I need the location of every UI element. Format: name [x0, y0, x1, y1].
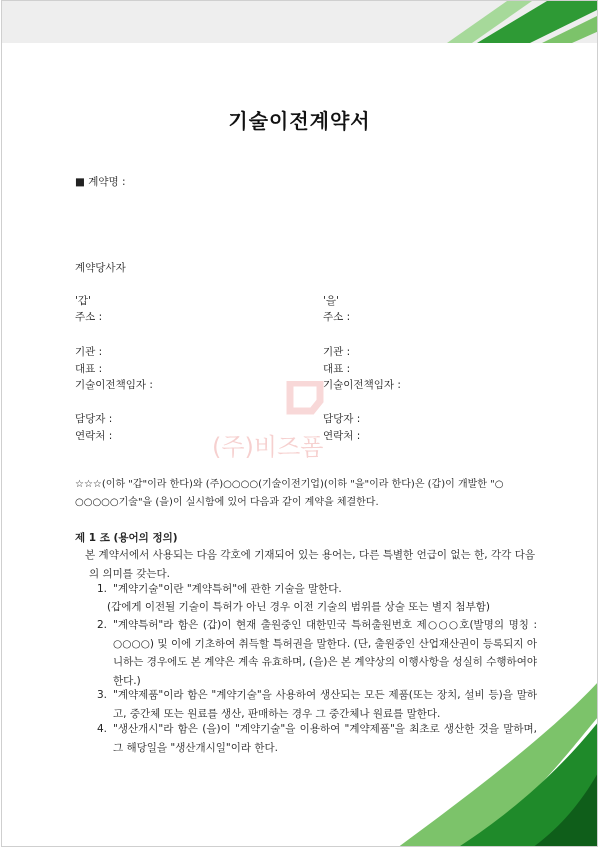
party-b-org: 기관 : — [323, 346, 351, 358]
article-1-intro: 본 계약서에서 사용되는 다음 각호에 기재되어 있는 용어는, 다른 특별한 언급이 없는 한, 각각 다음의 의미를 갖는다. — [85, 549, 535, 580]
item-1-text: "계약기술"이란 "계약특허"에 관한 기술을 말한다. — [113, 583, 342, 595]
intro-line-2: ○○○○○기술"을 (을)이 실시함에 있어 다음과 같이 계약을 체결한다. — [75, 497, 379, 508]
item-4-text: "생산개시"라 함은 (을)이 "계약기술"을 이용하여 "계약제품"을 최초로 생산한 것을 말하며, 그 해당일을 "생산개시일"이라 한다. — [113, 723, 537, 754]
party-b-label: '을' — [323, 295, 339, 307]
item-3-text: "계약제품"이라 함은 "계약기술"을 사용하여 생산되는 모든 제품(또는 장치, 설비 등)을 말하고, 중간체 또는 원료를 생산, 판매하는 경우 그 중간체나 원료를 말한다. — [113, 689, 537, 720]
intro-line-1: ☆☆☆(이하 "갑"이라 한다)와 (주)○○○○(기술이전기업)(이하 "을"이라 한다)은 (갑)이 개발한 "○ — [75, 479, 504, 490]
party-a-manager: 기술이전책임자 : — [75, 379, 153, 391]
document-page — [1, 0, 598, 847]
article-1-title: 제 1 조 (용어의 정의) — [75, 532, 178, 544]
document-title: 기술이전계약서 — [228, 109, 371, 133]
item-1-note: (갑에게 이전될 기술이 특허가 아닌 경우 이전 기술의 범위를 상술 또는 별지 첨부함) — [107, 601, 490, 613]
party-a-contact: 연락처 : — [75, 430, 113, 442]
party-b-rep: 대표 : — [323, 363, 351, 375]
party-a-contact-person: 담당자 : — [75, 413, 113, 425]
party-b-manager: 기술이전책임자 : — [323, 379, 401, 391]
item-1-number: 1. — [97, 583, 108, 595]
parties-heading: 계약당사자 — [75, 262, 126, 274]
party-a-rep: 대표 : — [75, 363, 103, 375]
party-b-address: 주소 : — [323, 311, 351, 323]
party-b-contact: 연락처 : — [323, 430, 361, 442]
contract-name-label: ■ 계약명 : — [75, 176, 126, 188]
item-2-number: 2. — [97, 619, 108, 631]
party-a-label: '갑' — [75, 295, 91, 307]
item-4-number: 4. — [97, 723, 108, 735]
party-a-org: 기관 : — [75, 346, 103, 358]
item-2-text: "계약특허"라 함은 (갑)이 현재 출원중인 대한민국 특허출원번호 제○○○호(발명의 명칭 : ○○○○) 및 이에 기초하여 취득할 특허권을 말한다. (단, 출원중인 산업재산권이 등록되지 아니하는 경우에도 본 계약은 계속 유효하며, (을)은 본 계약상의 이행사항을 성실히 수행하여야 한다.) — [113, 619, 537, 687]
item-3-number: 3. — [97, 689, 108, 701]
watermark-text: (주)비즈폼 — [212, 433, 324, 461]
party-a-address: 주소 : — [75, 311, 103, 323]
party-b-contact-person: 담당자 : — [323, 413, 361, 425]
